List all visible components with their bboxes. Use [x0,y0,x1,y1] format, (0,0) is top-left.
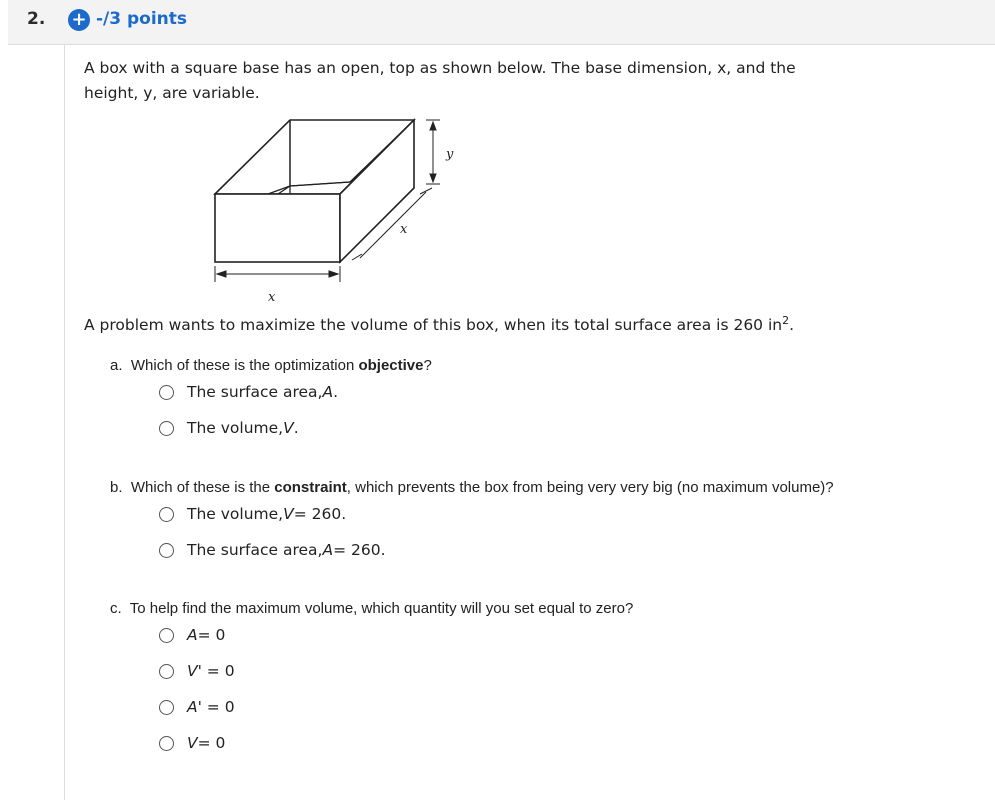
left-divider [64,45,65,800]
plus-icon[interactable]: + [68,9,90,31]
radio-button[interactable] [159,385,174,400]
question-a-prefix: Which of these is the optimization [130,357,359,374]
question-b-suffix: , which prevents the box from being very very big (no maximum volume)? [346,479,834,496]
option-c1[interactable]: A = 0 [159,626,225,644]
question-c-letter: c. [110,600,122,617]
radio-button[interactable] [159,421,174,436]
option-b2[interactable]: The surface area, A = 260. [159,541,386,559]
radio-button[interactable] [159,543,174,558]
intro-line-2: height, y, are variable. [84,83,260,102]
problem-exponent: 2 [782,314,790,327]
radio-button[interactable] [159,664,174,679]
option-b1[interactable]: The volume, V = 260. [159,505,346,523]
figure-label-y: y [446,147,454,162]
question-a-letter: a. [110,357,123,374]
figure-label-x-bottom: x [268,290,276,305]
problem-statement [84,314,794,334]
points-label: -/3 points [96,9,188,29]
radio-button[interactable] [159,736,174,751]
radio-button[interactable] [159,628,174,643]
figure-label-x-side: x [400,222,408,237]
option-a2[interactable]: The volume, V . [159,419,299,437]
option-c3[interactable]: A ' = 0 [159,698,235,716]
problem-end: . [789,316,795,335]
option-a1[interactable]: The surface area, A . [159,383,338,401]
question-b-letter: b. [110,479,123,496]
question-c-label [110,600,633,617]
question-c-text: To help find the maximum volume, which quantity will you set equal to zero? [129,600,634,617]
intro-line-1: A box with a square base has an open, top as shown below. The base dimension, x, and the [84,59,796,77]
question-a-label [110,357,432,374]
question-number: 2. [27,9,46,29]
intro-text [84,56,864,105]
option-c2[interactable]: V ' = 0 [159,662,235,680]
question-b-prefix: Which of these is the [130,479,275,496]
option-c4[interactable]: V = 0 [159,734,225,752]
question-a-suffix: ? [423,357,432,374]
question-b-label [110,479,834,496]
open-box-figure [200,112,480,308]
radio-button[interactable] [159,507,174,522]
question-b-bold: constraint [274,479,347,496]
question-a-bold: objective [358,357,424,374]
problem-text: A problem wants to maximize the volume of this box, when its total surface area is 260 in [84,316,783,335]
radio-button[interactable] [159,700,174,715]
